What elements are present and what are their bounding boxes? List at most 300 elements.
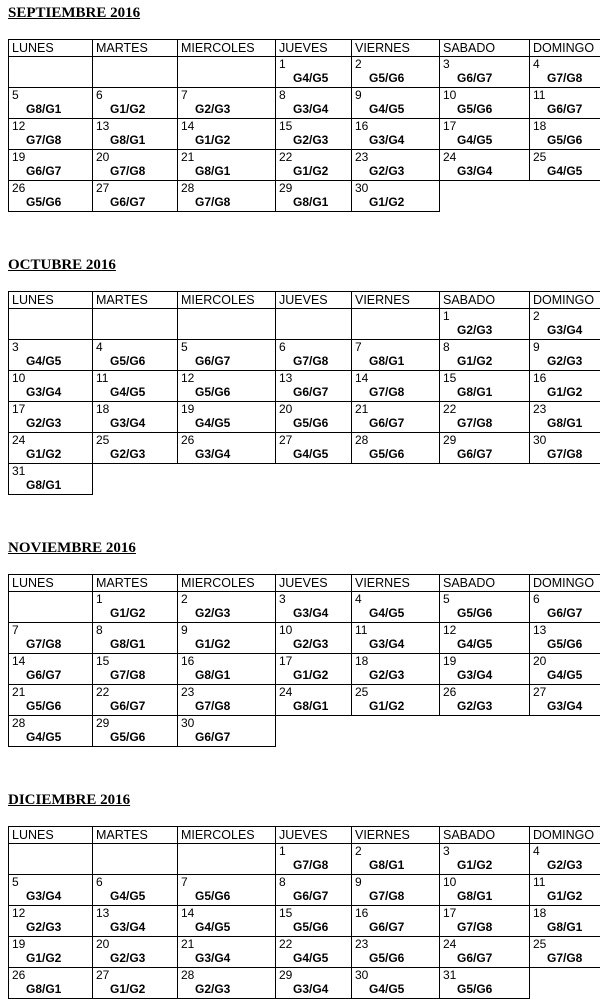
group-assignment: G5/G6: [547, 133, 583, 147]
day-number: 1: [279, 844, 286, 858]
group-assignment: G7/G8: [110, 668, 146, 682]
group-assignment: G8/G1: [110, 133, 146, 147]
group-assignment: G3/G4: [293, 102, 329, 116]
day-number: 11: [355, 623, 368, 637]
group-assignment: G5/G6: [457, 102, 493, 116]
day-cell: [352, 150, 440, 181]
group-assignment: G7/G8: [293, 858, 329, 872]
day-number: 13: [96, 119, 110, 133]
day-number: 29: [279, 968, 293, 982]
group-assignment: G1/G2: [547, 889, 583, 903]
day-number: 9: [181, 623, 188, 637]
weekday-header: SABADO: [440, 575, 530, 592]
day-cell: [440, 654, 530, 685]
month-title: NOVIEMBRE 2016: [8, 540, 136, 556]
day-number: 16: [533, 371, 547, 385]
day-number: 4: [533, 57, 540, 71]
group-assignment: G2/G3: [293, 637, 329, 651]
group-assignment: G4/G5: [369, 102, 405, 116]
day-cell: [9, 654, 93, 685]
empty-day-cell: [276, 309, 352, 340]
day-cell: [530, 150, 600, 181]
day-number: 19: [12, 150, 26, 164]
week-row: [9, 340, 600, 371]
outside-cell: [530, 181, 600, 212]
day-number: 22: [279, 937, 293, 951]
day-cell: [530, 592, 600, 623]
day-cell: [530, 654, 600, 685]
day-number: 25: [355, 685, 369, 699]
day-number: 2: [355, 57, 362, 71]
day-cell: [352, 654, 440, 685]
day-cell: [440, 433, 530, 464]
day-number: 3: [443, 57, 450, 71]
week-row: [9, 309, 600, 340]
weekday-header: VIERNES: [352, 40, 440, 57]
weekday-header: VIERNES: [352, 292, 440, 309]
group-assignment: G7/G8: [26, 637, 62, 651]
day-number: 21: [181, 937, 195, 951]
group-assignment: G1/G2: [457, 354, 493, 368]
day-cell: [178, 716, 276, 747]
group-assignment: G2/G3: [26, 416, 62, 430]
day-number: 20: [279, 402, 293, 416]
day-number: 12: [443, 623, 457, 637]
day-number: 16: [355, 119, 369, 133]
weekday-header: SABADO: [440, 292, 530, 309]
day-cell: [9, 685, 93, 716]
group-assignment: G7/G8: [457, 920, 493, 934]
day-cell: [440, 150, 530, 181]
day-number: 2: [181, 592, 188, 606]
day-cell: [178, 150, 276, 181]
day-cell: [530, 685, 600, 716]
group-assignment: G6/G7: [110, 195, 146, 209]
day-cell: [178, 906, 276, 937]
day-number: 23: [355, 937, 369, 951]
group-assignment: G3/G4: [110, 416, 146, 430]
day-cell: [352, 119, 440, 150]
day-number: 12: [181, 371, 195, 385]
weekday-header: JUEVES: [276, 827, 352, 844]
day-number: 27: [96, 181, 110, 195]
day-cell: [440, 57, 530, 88]
group-assignment: G3/G4: [110, 920, 146, 934]
day-cell: [352, 844, 440, 875]
day-number: 19: [181, 402, 195, 416]
day-cell: [440, 875, 530, 906]
weekday-header: DOMINGO: [530, 40, 600, 57]
day-cell: [352, 181, 440, 212]
day-cell: [530, 88, 600, 119]
day-cell: [440, 968, 530, 999]
weekday-header: MIERCOLES: [178, 575, 276, 592]
day-number: 1: [443, 309, 450, 323]
group-assignment: G6/G7: [26, 668, 62, 682]
week-row: [9, 433, 600, 464]
group-assignment: G7/G8: [547, 71, 583, 85]
group-assignment: G2/G3: [110, 447, 146, 461]
weekday-header: SABADO: [440, 827, 530, 844]
day-cell: [352, 968, 440, 999]
day-cell: [9, 623, 93, 654]
day-number: 12: [12, 906, 26, 920]
group-assignment: G6/G7: [457, 951, 493, 965]
day-number: 24: [443, 937, 457, 951]
day-number: 21: [181, 150, 195, 164]
day-cell: [530, 57, 600, 88]
group-assignment: G7/G8: [26, 133, 62, 147]
day-cell: [352, 685, 440, 716]
empty-day-cell: [178, 57, 276, 88]
day-number: 26: [181, 433, 195, 447]
day-number: 3: [443, 844, 450, 858]
day-number: 10: [279, 623, 293, 637]
day-cell: [440, 592, 530, 623]
day-cell: [93, 371, 178, 402]
day-cell: [530, 340, 600, 371]
group-assignment: G6/G7: [457, 447, 493, 461]
group-assignment: G7/G8: [110, 164, 146, 178]
day-cell: [178, 433, 276, 464]
day-number: 28: [12, 716, 26, 730]
day-number: 16: [355, 906, 369, 920]
group-assignment: G1/G2: [110, 982, 146, 996]
weekday-header: JUEVES: [276, 575, 352, 592]
group-assignment: G3/G4: [195, 447, 231, 461]
day-number: 26: [443, 685, 457, 699]
group-assignment: G8/G1: [195, 164, 231, 178]
group-assignment: G8/G1: [293, 195, 329, 209]
group-assignment: G6/G7: [195, 730, 231, 744]
day-cell: [276, 654, 352, 685]
day-number: 22: [96, 685, 110, 699]
group-assignment: G3/G4: [547, 323, 583, 337]
day-cell: [440, 906, 530, 937]
day-cell: [276, 119, 352, 150]
day-cell: [352, 371, 440, 402]
group-assignment: G5/G6: [369, 71, 405, 85]
group-assignment: G7/G8: [369, 889, 405, 903]
week-row: [9, 592, 600, 623]
day-number: 8: [443, 340, 450, 354]
outside-cell: [440, 464, 530, 495]
day-cell: [352, 906, 440, 937]
group-assignment: G4/G5: [195, 416, 231, 430]
group-assignment: G5/G6: [457, 606, 493, 620]
empty-day-cell: [178, 309, 276, 340]
group-assignment: G4/G5: [293, 71, 329, 85]
group-assignment: G6/G7: [369, 416, 405, 430]
day-cell: [93, 937, 178, 968]
day-cell: [352, 875, 440, 906]
day-number: 5: [443, 592, 450, 606]
group-assignment: G5/G6: [369, 447, 405, 461]
day-cell: [178, 181, 276, 212]
day-number: 23: [181, 685, 195, 699]
day-number: 29: [443, 433, 457, 447]
day-cell: [93, 88, 178, 119]
group-assignment: G6/G7: [457, 71, 493, 85]
weekday-header-row: [9, 827, 600, 844]
weekday-header: MIERCOLES: [178, 827, 276, 844]
outside-cell: [352, 716, 440, 747]
day-cell: [352, 57, 440, 88]
weekday-header: DOMINGO: [530, 827, 600, 844]
day-number: 26: [12, 181, 26, 195]
day-cell: [276, 906, 352, 937]
day-number: 18: [355, 654, 369, 668]
day-cell: [530, 402, 600, 433]
day-number: 8: [96, 623, 103, 637]
day-number: 14: [12, 654, 26, 668]
week-row: [9, 402, 600, 433]
weekday-header: VIERNES: [352, 575, 440, 592]
day-cell: [93, 592, 178, 623]
day-cell: [352, 433, 440, 464]
group-assignment: G4/G5: [547, 164, 583, 178]
day-cell: [276, 844, 352, 875]
weekday-header: MIERCOLES: [178, 292, 276, 309]
week-row: [9, 875, 600, 906]
day-cell: [178, 937, 276, 968]
day-cell: [93, 623, 178, 654]
day-number: 24: [12, 433, 26, 447]
empty-day-cell: [9, 592, 93, 623]
day-cell: [352, 623, 440, 654]
group-assignment: G5/G6: [293, 920, 329, 934]
day-cell: [530, 906, 600, 937]
group-assignment: G1/G2: [457, 858, 493, 872]
week-row: [9, 150, 600, 181]
day-cell: [178, 119, 276, 150]
group-assignment: G3/G4: [457, 164, 493, 178]
group-assignment: G2/G3: [547, 858, 583, 872]
week-row: [9, 685, 600, 716]
day-number: 7: [12, 623, 19, 637]
weekday-header: DOMINGO: [530, 575, 600, 592]
group-assignment: G6/G7: [195, 354, 231, 368]
day-cell: [440, 309, 530, 340]
day-number: 19: [443, 654, 457, 668]
day-number: 7: [355, 340, 362, 354]
group-assignment: G5/G6: [110, 730, 146, 744]
day-number: 30: [355, 181, 369, 195]
group-assignment: G8/G1: [369, 354, 405, 368]
day-cell: [440, 88, 530, 119]
day-number: 27: [279, 433, 293, 447]
day-number: 15: [279, 906, 293, 920]
group-assignment: G4/G5: [26, 354, 62, 368]
day-cell: [276, 685, 352, 716]
day-number: 13: [279, 371, 293, 385]
day-cell: [178, 592, 276, 623]
group-assignment: G1/G2: [110, 606, 146, 620]
day-number: 15: [96, 654, 110, 668]
day-number: 6: [96, 88, 103, 102]
group-assignment: G4/G5: [110, 385, 146, 399]
day-number: 16: [181, 654, 195, 668]
day-number: 28: [181, 181, 195, 195]
day-number: 21: [355, 402, 369, 416]
day-cell: [9, 340, 93, 371]
day-number: 10: [443, 875, 457, 889]
outside-cell: [93, 464, 178, 495]
group-assignment: G2/G3: [457, 699, 493, 713]
group-assignment: G5/G6: [110, 354, 146, 368]
day-number: 21: [12, 685, 26, 699]
day-number: 9: [355, 88, 362, 102]
empty-day-cell: [352, 309, 440, 340]
group-assignment: G3/G4: [293, 982, 329, 996]
group-assignment: G4/G5: [293, 951, 329, 965]
group-assignment: G1/G2: [26, 447, 62, 461]
day-number: 12: [12, 119, 26, 133]
day-cell: [9, 371, 93, 402]
day-number: 2: [355, 844, 362, 858]
group-assignment: G1/G2: [110, 102, 146, 116]
day-number: 15: [279, 119, 293, 133]
day-cell: [530, 844, 600, 875]
group-assignment: G3/G4: [457, 668, 493, 682]
day-number: 22: [443, 402, 457, 416]
day-number: 25: [96, 433, 110, 447]
group-assignment: G8/G1: [369, 858, 405, 872]
day-cell: [276, 875, 352, 906]
month-title: DICIEMBRE 2016: [8, 792, 131, 808]
day-cell: [9, 906, 93, 937]
day-cell: [276, 968, 352, 999]
day-number: 14: [181, 119, 195, 133]
weekday-header: LUNES: [9, 827, 93, 844]
group-assignment: G1/G2: [195, 133, 231, 147]
day-number: 27: [96, 968, 110, 982]
day-number: 22: [279, 150, 293, 164]
day-number: 13: [96, 906, 110, 920]
empty-day-cell: [9, 309, 93, 340]
group-assignment: G5/G6: [369, 951, 405, 965]
group-assignment: G7/G8: [195, 195, 231, 209]
group-assignment: G6/G7: [547, 606, 583, 620]
day-cell: [178, 623, 276, 654]
empty-day-cell: [93, 57, 178, 88]
group-assignment: G2/G3: [369, 164, 405, 178]
day-number: 24: [443, 150, 457, 164]
day-number: 18: [533, 906, 547, 920]
day-number: 8: [279, 88, 286, 102]
group-assignment: G1/G2: [369, 699, 405, 713]
day-cell: [440, 371, 530, 402]
day-number: 17: [12, 402, 26, 416]
day-number: 6: [96, 875, 103, 889]
weekday-header: VIERNES: [352, 827, 440, 844]
day-cell: [352, 937, 440, 968]
day-number: 4: [96, 340, 103, 354]
group-assignment: G2/G3: [195, 606, 231, 620]
day-number: 8: [279, 875, 286, 889]
day-number: 11: [533, 875, 546, 889]
group-assignment: G1/G2: [26, 951, 62, 965]
month-title: SEPTIEMBRE 2016: [8, 5, 141, 21]
weekday-header: LUNES: [9, 292, 93, 309]
day-cell: [276, 402, 352, 433]
week-row: [9, 119, 600, 150]
outside-cell: [440, 716, 530, 747]
day-cell: [93, 402, 178, 433]
weekday-header: DOMINGO: [530, 292, 600, 309]
day-number: 27: [533, 685, 547, 699]
group-assignment: G1/G2: [195, 637, 231, 651]
day-number: 23: [355, 150, 369, 164]
day-number: 20: [96, 937, 110, 951]
group-assignment: G1/G2: [547, 385, 583, 399]
day-cell: [352, 340, 440, 371]
day-number: 5: [12, 875, 19, 889]
weekday-header: JUEVES: [276, 40, 352, 57]
day-number: 20: [533, 654, 547, 668]
day-cell: [93, 968, 178, 999]
day-cell: [178, 875, 276, 906]
day-cell: [178, 654, 276, 685]
group-assignment: G3/G4: [26, 385, 62, 399]
group-assignment: G8/G1: [547, 416, 583, 430]
day-cell: [9, 716, 93, 747]
day-cell: [440, 844, 530, 875]
group-assignment: G6/G7: [110, 699, 146, 713]
day-cell: [178, 402, 276, 433]
day-number: 17: [279, 654, 293, 668]
group-assignment: G4/G5: [369, 606, 405, 620]
group-assignment: G2/G3: [547, 354, 583, 368]
group-assignment: G3/G4: [369, 133, 405, 147]
outside-cell: [276, 464, 352, 495]
day-number: 17: [443, 906, 457, 920]
group-assignment: G4/G5: [547, 668, 583, 682]
day-cell: [276, 88, 352, 119]
day-cell: [9, 88, 93, 119]
group-assignment: G8/G1: [26, 982, 62, 996]
day-number: 11: [533, 88, 546, 102]
day-cell: [93, 716, 178, 747]
week-row: [9, 88, 600, 119]
day-number: 13: [533, 623, 547, 637]
calendar-table: [8, 39, 600, 212]
day-number: 14: [355, 371, 369, 385]
group-assignment: G1/G2: [293, 668, 329, 682]
group-assignment: G6/G7: [369, 920, 405, 934]
group-assignment: G2/G3: [195, 982, 231, 996]
group-assignment: G3/G4: [26, 889, 62, 903]
group-assignment: G5/G6: [457, 982, 493, 996]
day-number: 15: [443, 371, 457, 385]
group-assignment: G3/G4: [293, 606, 329, 620]
day-cell: [276, 623, 352, 654]
empty-day-cell: [9, 844, 93, 875]
day-cell: [9, 402, 93, 433]
group-assignment: G2/G3: [457, 323, 493, 337]
day-cell: [93, 150, 178, 181]
week-row: [9, 716, 600, 747]
calendar-table: [8, 826, 600, 999]
group-assignment: G1/G2: [293, 164, 329, 178]
week-row: [9, 937, 600, 968]
outside-cell: [530, 968, 600, 999]
weekday-header: MARTES: [93, 292, 178, 309]
group-assignment: G2/G3: [195, 102, 231, 116]
week-row: [9, 57, 600, 88]
outside-cell: [352, 464, 440, 495]
day-cell: [352, 88, 440, 119]
